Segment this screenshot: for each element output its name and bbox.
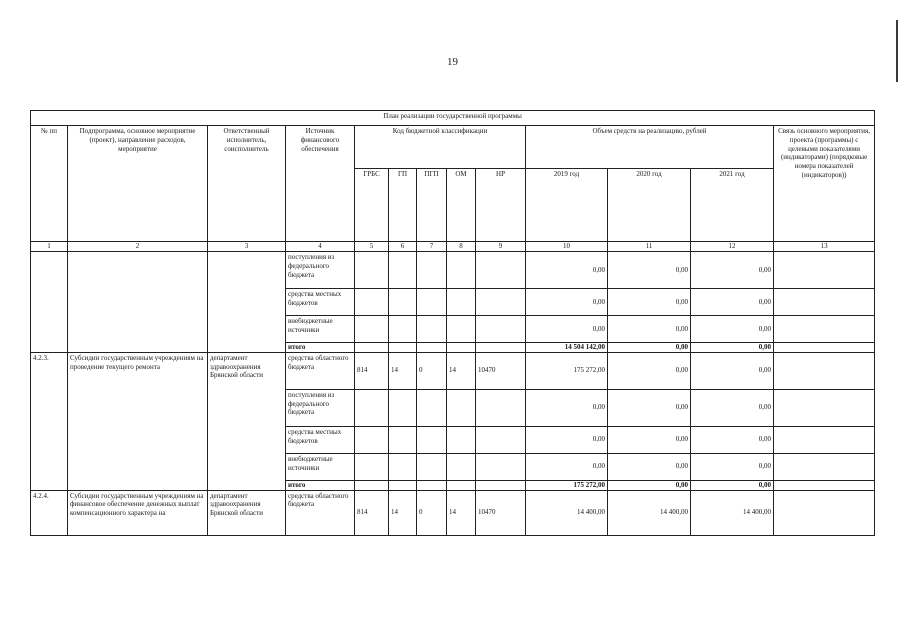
pgp-cell: 0 [417,490,447,535]
grbs-cell [355,343,389,353]
header-2021: 2021 год [691,169,774,242]
nr-cell [476,316,526,343]
link-cell [774,389,875,426]
column-number: 13 [774,242,875,252]
link-cell [774,252,875,289]
grbs-cell [355,289,389,316]
header-num: № пп [31,126,68,242]
value-2020-cell: 0,00 [608,389,691,426]
om-cell [447,389,476,426]
scan-edge-mark [896,20,898,82]
source-cell: средства областного бюджета [286,352,355,389]
value-2021-cell: 0,00 [691,316,774,343]
value-2021-cell: 0,00 [691,453,774,480]
table-row [31,352,875,389]
header-volume: Объем средств на реализацию, рублей [526,126,774,169]
total-2020-cell: 0,00 [608,343,691,353]
link-cell [774,316,875,343]
item-name: Субсидии государственным учреждениям на финансовое обеспечение денежных выплат компенсационного характера на [68,490,208,535]
gp-cell [389,289,417,316]
value-2021-cell: 14 400,00 [691,490,774,535]
value-2020-cell: 0,00 [608,352,691,389]
pgp-cell [417,480,447,490]
gp-cell [389,316,417,343]
pgp-cell [417,389,447,426]
gp-cell [389,252,417,289]
column-number: 9 [476,242,526,252]
grbs-cell [355,453,389,480]
grbs-cell [355,252,389,289]
header-budget-code: Код бюджетной классификации [355,126,526,169]
om-cell [447,289,476,316]
column-number: 3 [208,242,286,252]
gp-cell [389,389,417,426]
nr-cell [476,480,526,490]
nr-cell [476,453,526,480]
total-2020-cell: 0,00 [608,480,691,490]
value-2020-cell: 0,00 [608,453,691,480]
nr-cell [476,343,526,353]
link-cell [774,453,875,480]
column-number: 7 [417,242,447,252]
source-cell: средства местных бюджетов [286,289,355,316]
link-cell [774,426,875,453]
value-2021-cell: 0,00 [691,252,774,289]
column-number: 1 [31,242,68,252]
om-cell [447,453,476,480]
header-gp: ГП [389,169,417,242]
gp-cell [389,453,417,480]
om-cell [447,426,476,453]
column-number: 2 [68,242,208,252]
table-title-row [31,111,875,126]
om-cell [447,252,476,289]
source-cell: поступления из федерального бюджета [286,389,355,426]
pgp-cell [417,252,447,289]
table-row [31,490,875,535]
value-2020-cell: 0,00 [608,289,691,316]
pgp-cell: 0 [417,352,447,389]
column-number: 6 [389,242,417,252]
value-2019-cell: 0,00 [526,426,608,453]
column-number: 12 [691,242,774,252]
link-cell [774,352,875,389]
gp-cell [389,426,417,453]
grbs-cell [355,389,389,426]
column-number-row [31,242,875,252]
table-title: План реализации государственной программы [31,111,875,126]
nr-cell [476,389,526,426]
om-cell [447,343,476,353]
item-number: 4.2.4. [31,490,68,535]
value-2019-cell: 0,00 [526,252,608,289]
gp-cell: 14 [389,490,417,535]
link-cell [774,480,875,490]
grbs-cell: 814 [355,352,389,389]
gp-cell [389,480,417,490]
column-number: 10 [526,242,608,252]
link-cell [774,490,875,535]
value-2019-cell: 0,00 [526,316,608,343]
source-cell: средства местных бюджетов [286,426,355,453]
program-plan-table [30,110,875,536]
value-2020-cell: 14 400,00 [608,490,691,535]
value-2019-cell: 0,00 [526,389,608,426]
gp-cell [389,343,417,353]
om-cell [447,480,476,490]
column-number: 4 [286,242,355,252]
pgp-cell [417,343,447,353]
total-2021-cell: 0,00 [691,480,774,490]
value-2021-cell: 0,00 [691,426,774,453]
grbs-cell: 814 [355,490,389,535]
grbs-cell [355,480,389,490]
header-grbs: ГРБС [355,169,389,242]
value-2021-cell: 0,00 [691,289,774,316]
column-number: 8 [447,242,476,252]
carryover-num-cell [31,252,68,353]
header-2020: 2020 год [608,169,691,242]
value-2020-cell: 0,00 [608,252,691,289]
value-2021-cell: 0,00 [691,389,774,426]
header-subprogram: Подпрограмма, основное мероприятие (проект), направление расходов, мероприятие [68,126,208,242]
header-2019: 2019 год [526,169,608,242]
om-cell: 14 [447,490,476,535]
source-cell: итого [286,343,355,353]
carryover-name-cell [68,252,208,353]
page-number: 19 [447,56,458,68]
value-2019-cell: 0,00 [526,289,608,316]
header-executor: Ответственный исполнитель, соисполнитель [208,126,286,242]
pgp-cell [417,289,447,316]
table-row [31,252,875,289]
nr-cell [476,289,526,316]
pgp-cell [417,453,447,480]
total-2019-cell: 14 504 142,00 [526,343,608,353]
link-cell [774,343,875,353]
om-cell [447,316,476,343]
source-cell: итого [286,480,355,490]
item-number: 4.2.3. [31,352,68,490]
header-om: ОМ [447,169,476,242]
nr-cell: 10470 [476,490,526,535]
column-number: 11 [608,242,691,252]
nr-cell [476,426,526,453]
total-2021-cell: 0,00 [691,343,774,353]
grbs-cell [355,426,389,453]
source-cell: внебюджетные источники [286,453,355,480]
om-cell: 14 [447,352,476,389]
source-cell: поступления из федерального бюджета [286,252,355,289]
total-2019-cell: 175 272,00 [526,480,608,490]
pgp-cell [417,316,447,343]
item-name: Субсидии государственным учреждениям на проведение текущего ремонта [68,352,208,490]
column-number: 5 [355,242,389,252]
item-executor: департамент здравоохранения Брянской области [208,490,286,535]
header-nr: НР [476,169,526,242]
source-cell: средства областного бюджета [286,490,355,535]
nr-cell: 10470 [476,352,526,389]
pgp-cell [417,426,447,453]
nr-cell [476,252,526,289]
value-2020-cell: 0,00 [608,316,691,343]
header-link: Связь основного мероприятия, проекта (программы) с целевыми показателями (индикаторами) (порядковые номера показателей (индикаторов)) [774,126,875,242]
header-pgp: ПГП [417,169,447,242]
source-cell: внебюджетные источники [286,316,355,343]
header-source: Источник финансового обеспечения [286,126,355,242]
item-executor: департамент здравоохранения Брянской области [208,352,286,490]
value-2019-cell: 175 272,00 [526,352,608,389]
grbs-cell [355,316,389,343]
value-2020-cell: 0,00 [608,426,691,453]
gp-cell: 14 [389,352,417,389]
carryover-executor-cell [208,252,286,353]
value-2019-cell: 14 400,00 [526,490,608,535]
header-row-1 [31,126,875,169]
value-2019-cell: 0,00 [526,453,608,480]
link-cell [774,289,875,316]
value-2021-cell: 0,00 [691,352,774,389]
